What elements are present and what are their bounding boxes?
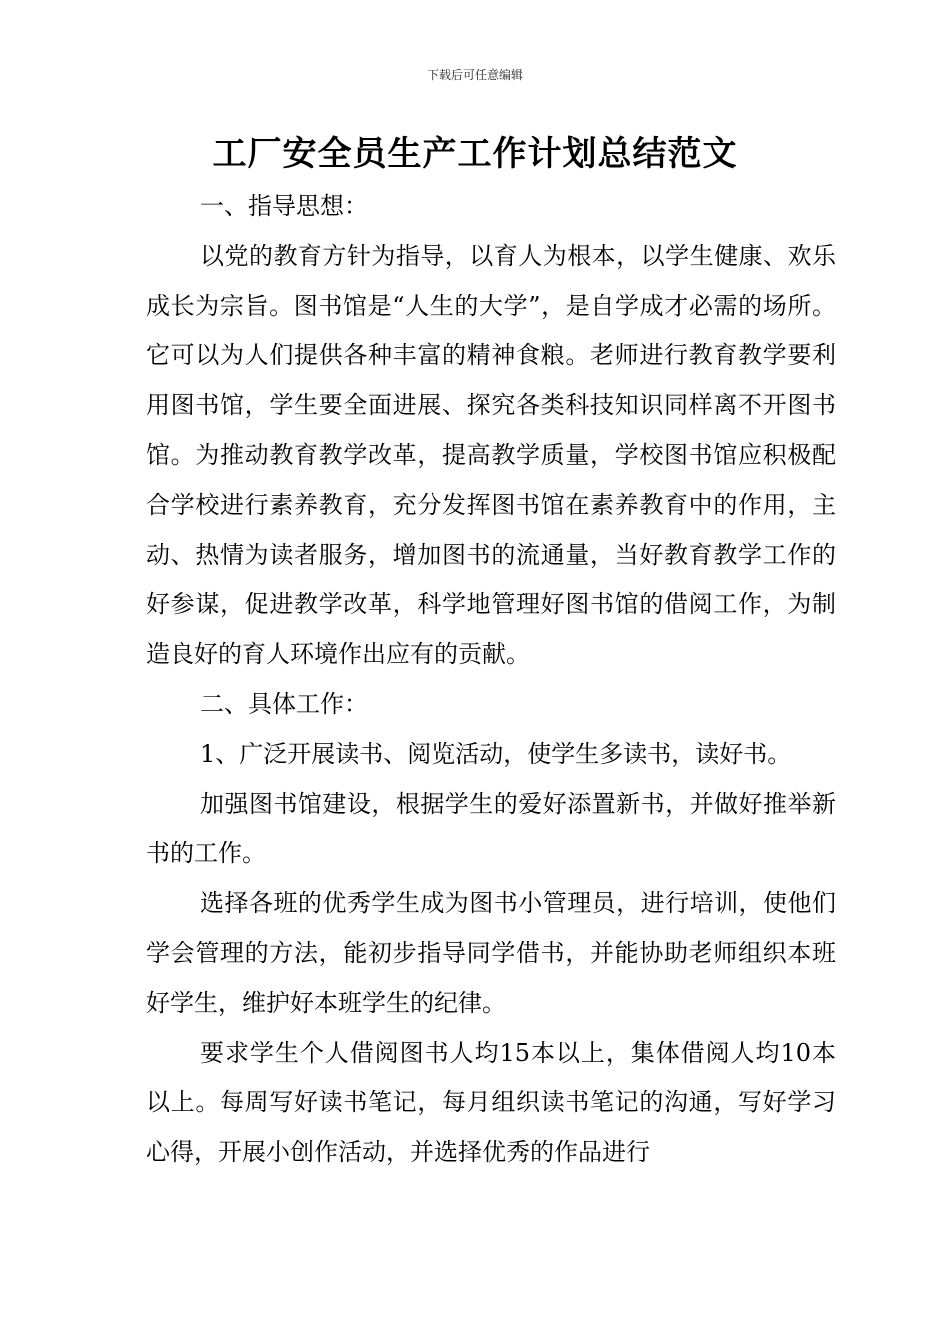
header-note: 下载后可任意编辑 bbox=[426, 68, 523, 82]
document-body bbox=[146, 182, 836, 1178]
list-item: 1、广泛开展读书、阅览活动，使学生多读书，读好书。 bbox=[200, 739, 792, 768]
paragraph: 以党的教育方针为指导，以育人为根本，以学生健康、欢乐成长为宗旨。图书馆是“人生的大学”，是自学成才必需的场所。它可以为人们提供各种丰富的精神食粮。老师进行教育教学要利用图书馆，学生要全面进展、探究各类科技知识同样离不开图书馆。为推动教育教学改革，提高教学质量，学校图书馆应积极配合学校进行素养教育，充分发挥图书馆在素养教育中的作用，主动、热情为读者服务，增加图书的流通量，当好教育教学工作的好参谋，促进教学改革，科学地管理好图书馆的借阅工作，为制造良好的育人环境作出应有的贡献。 bbox=[146, 241, 836, 669]
paragraph: 加强图书馆建设，根据学生的爱好添置新书，并做好推举新书的工作。 bbox=[146, 789, 836, 868]
section-heading: 二、具体工作： bbox=[200, 689, 368, 718]
document-title: 工厂安全员生产工作计划总结范文 bbox=[212, 134, 738, 174]
section-heading: 一、指导思想： bbox=[200, 192, 368, 220]
paragraph: 选择各班的优秀学生成为图书小管理员，进行培训，使他们学会管理的方法，能初步指导同学借书，并能协助老师组织本班好学生，维护好本班学生的纪律。 bbox=[146, 889, 836, 1017]
paragraph: 要求学生个人借阅图书人均15本以上，集体借阅人均10本以上。每周写好读书笔记，每月组织读书笔记的沟通，写好学习心得，开展小创作活动，并选择优秀的作品进行 bbox=[146, 1038, 836, 1167]
